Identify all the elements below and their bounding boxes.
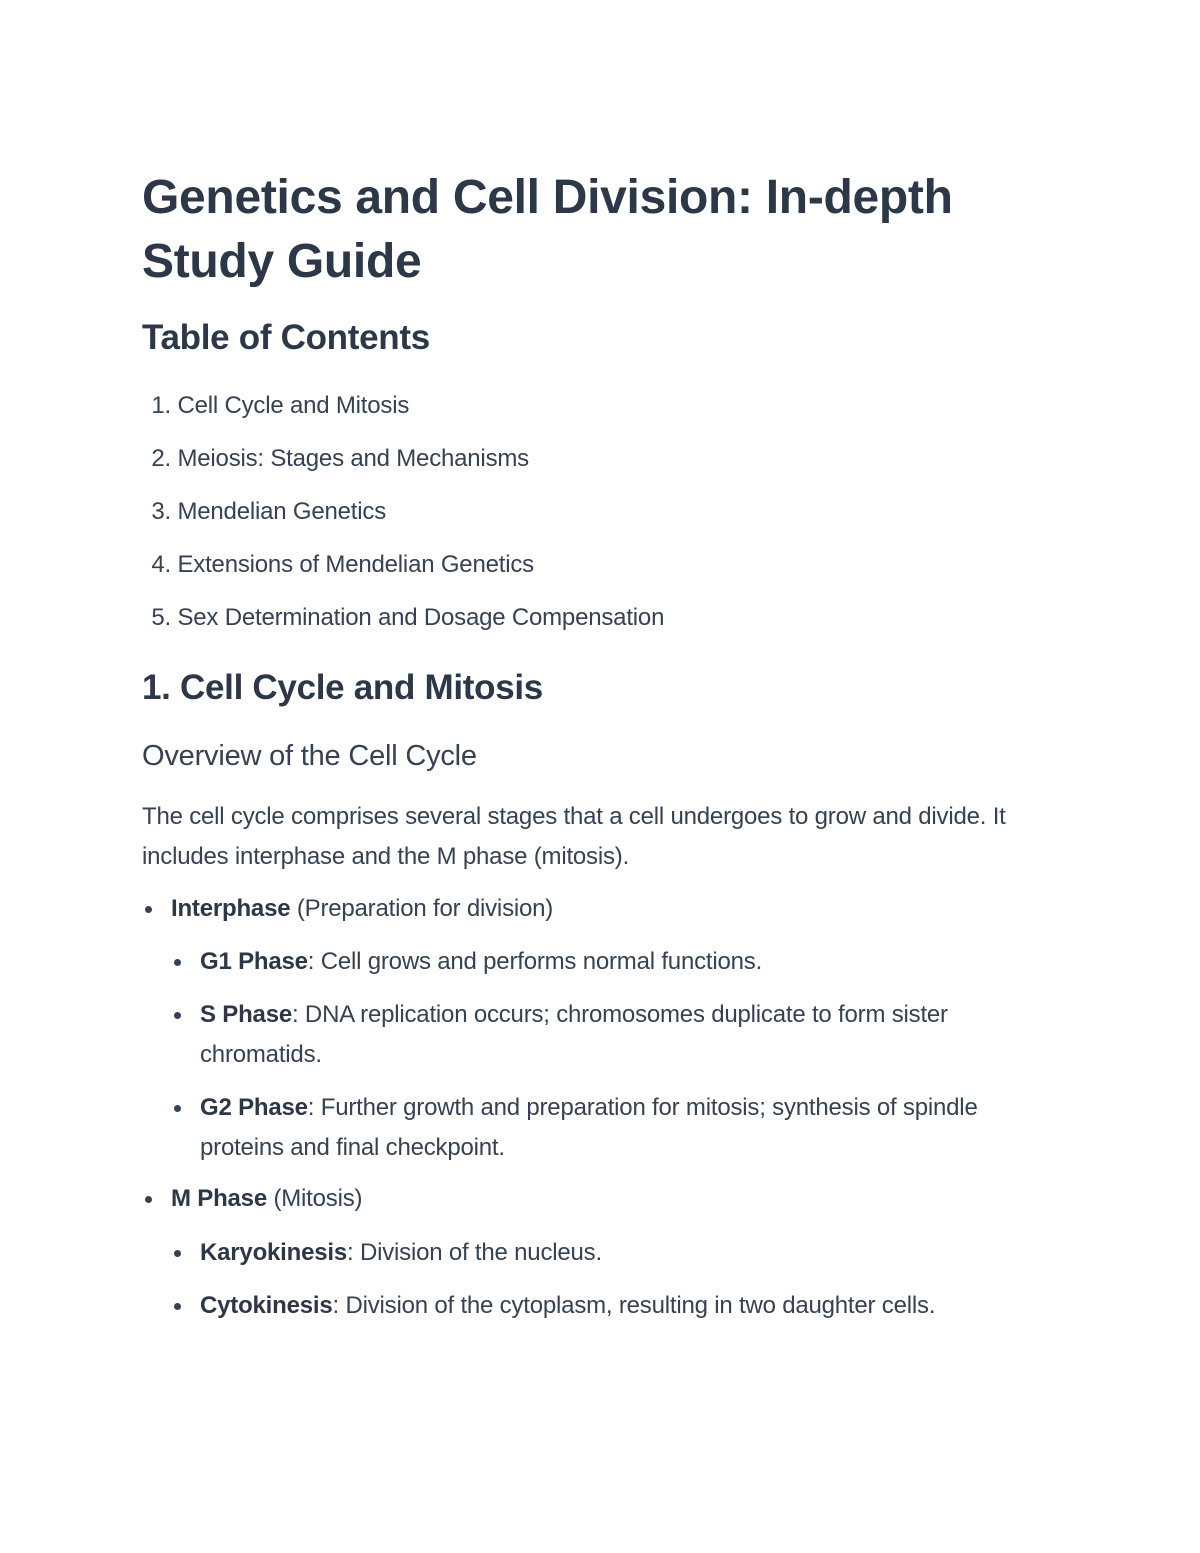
toc-item-label: Extensions of Mendelian Genetics xyxy=(177,551,534,578)
toc-item-sex-determination xyxy=(142,597,664,650)
toc-item-mendelian-genetics xyxy=(142,491,664,544)
bullet-g2-phase xyxy=(142,1088,1060,1168)
term: Cytokinesis xyxy=(200,1292,333,1319)
term: G2 Phase xyxy=(200,1094,308,1121)
term-description: : Cell grows and performs normal functions. xyxy=(307,948,763,975)
term-description: (Preparation for division) xyxy=(290,895,554,922)
table-of-contents xyxy=(142,385,664,650)
subsection-heading: Overview of the Cell Cycle xyxy=(142,740,477,772)
term-description: : Division of the nucleus. xyxy=(347,1239,602,1266)
bullet-dot xyxy=(174,1250,181,1257)
term: Interphase xyxy=(171,895,291,922)
term: Karyokinesis xyxy=(200,1239,348,1266)
term: S Phase xyxy=(200,1001,292,1028)
bullet-g1-phase xyxy=(142,942,1060,982)
bullet-interphase xyxy=(142,889,1081,929)
bullet-karyokinesis xyxy=(142,1233,1060,1273)
bullet-dot xyxy=(145,906,152,913)
toc-item-extensions xyxy=(142,544,664,597)
toc-item-meiosis xyxy=(142,438,664,491)
term-description: : Further growth and preparation for mitosis; synthesis of spindle proteins and final checkpoint. xyxy=(200,1094,978,1161)
toc-item-number: 1. xyxy=(151,392,171,419)
term-description: (Mitosis) xyxy=(266,1185,363,1212)
bullet-s-phase xyxy=(142,995,1060,1075)
toc-item-label: Cell Cycle and Mitosis xyxy=(177,392,410,419)
term: G1 Phase xyxy=(200,948,308,975)
intro-paragraph: The cell cycle comprises several stages that a cell undergoes to grow and divide. It includes interphase and the M phase (mitosis). xyxy=(142,803,1006,870)
bullet-dot xyxy=(145,1196,152,1203)
term: M Phase xyxy=(171,1185,267,1212)
bullet-m-phase xyxy=(142,1179,1081,1219)
toc-item-label: Sex Determination and Dosage Compensation xyxy=(177,604,665,631)
bullet-dot xyxy=(174,1012,181,1019)
document-title: Genetics and Cell Division: In-depth Study Guide xyxy=(142,171,953,288)
toc-item-cell-cycle xyxy=(142,385,664,438)
toc-item-number: 3. xyxy=(151,498,171,525)
toc-item-label: Meiosis: Stages and Mechanisms xyxy=(177,445,529,472)
term-description: : DNA replication occurs; chromosomes duplicate to form sister chromatids. xyxy=(200,1001,948,1068)
toc-item-number: 2. xyxy=(151,445,171,472)
toc-heading: Table of Contents xyxy=(142,318,430,357)
bullet-cytokinesis xyxy=(142,1286,1060,1326)
bullet-dot xyxy=(174,1303,181,1310)
bullet-dot xyxy=(174,959,181,966)
toc-item-number: 4. xyxy=(151,551,171,578)
toc-item-label: Mendelian Genetics xyxy=(177,498,386,525)
section-heading: 1. Cell Cycle and Mitosis xyxy=(142,668,543,707)
term-description: : Division of the cytoplasm, resulting in two daughter cells. xyxy=(332,1292,936,1319)
toc-item-number: 5. xyxy=(151,604,171,631)
bullet-dot xyxy=(174,1105,181,1112)
